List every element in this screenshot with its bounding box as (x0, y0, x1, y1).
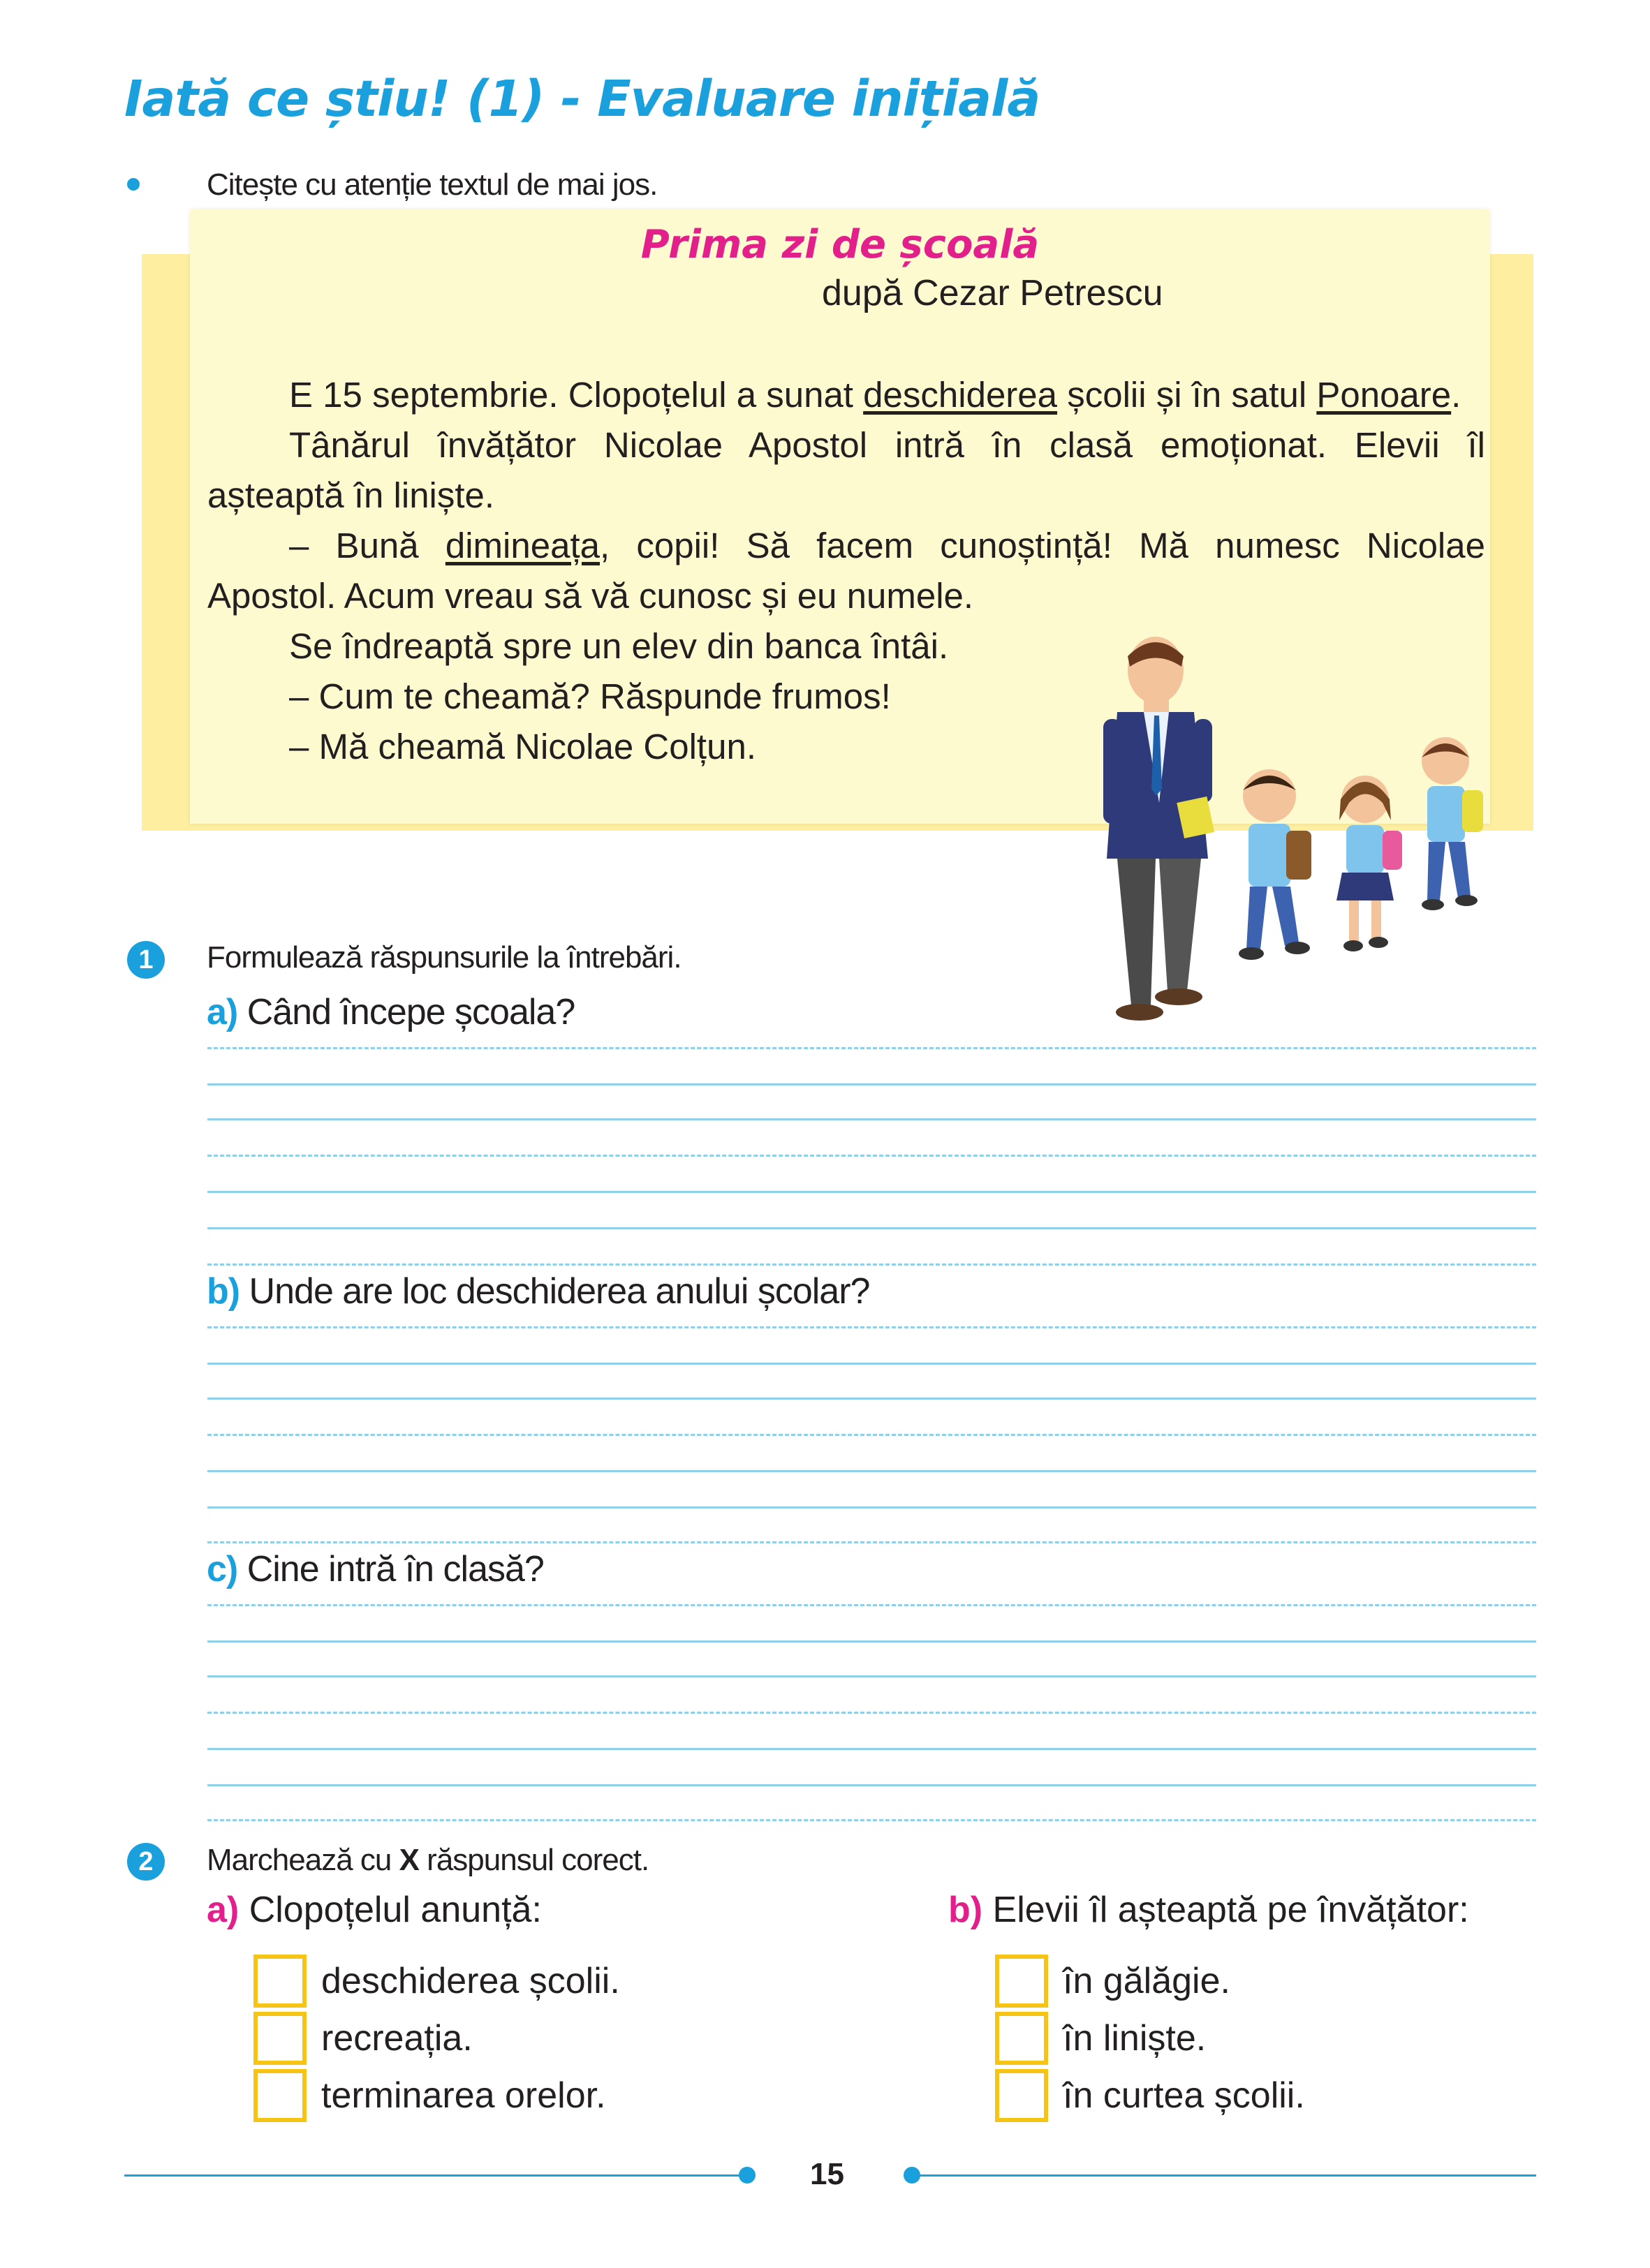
answer-line[interactable] (207, 1227, 1536, 1229)
underlined-word: Ponoare (1316, 375, 1452, 415)
answer-line[interactable] (207, 1604, 1536, 1606)
page-title: Iată ce știu! (1) - Evaluare inițială (124, 70, 1040, 128)
answer-checkbox[interactable] (253, 1955, 307, 2008)
option-label: recreația. (321, 2018, 473, 2059)
story-author: după Cezar Petrescu (822, 273, 1163, 313)
answer-line[interactable] (207, 1712, 1536, 1714)
answer-checkbox[interactable] (995, 2012, 1048, 2065)
pupil-boy-figure (1422, 737, 1483, 910)
story-paragraph-6: – Mă cheamă Nicolae Colțun. (289, 727, 757, 766)
pupil-girl-figure (1336, 776, 1402, 951)
footer-rule-left (124, 2174, 746, 2177)
story-paragraph-1: E 15 septembrie. Clopoțelul a sunat deschiderea școlii și în satul Ponoare. (289, 375, 1461, 415)
exercise-number-badge: 2 (127, 1843, 165, 1881)
option-label: terminarea orelor. (321, 2075, 606, 2116)
answer-line[interactable] (207, 1434, 1536, 1436)
answer-line[interactable] (207, 1263, 1536, 1266)
option-group-b-title: b) Elevii îl așteaptă pe învățător: (948, 1890, 1469, 1930)
page-number: 15 (810, 2157, 844, 2191)
story-paragraph-2-line-1: Tânărul învățător Nicolae Apostol intră în clasă emoționat. Elevii îl (289, 425, 1485, 465)
answer-line[interactable] (207, 1083, 1536, 1085)
answer-line[interactable] (207, 1118, 1536, 1120)
answer-line[interactable] (207, 1541, 1536, 1543)
answer-line[interactable] (207, 1819, 1536, 1821)
answer-line[interactable] (207, 1784, 1536, 1786)
answer-line[interactable] (207, 1191, 1536, 1193)
answer-checkbox[interactable] (995, 1955, 1048, 2008)
story-paragraph-3-line-2: Apostol. Acum vreau să vă cunosc și eu numele. (207, 576, 974, 616)
answer-line[interactable] (207, 1155, 1536, 1157)
option-group-a-title: a) Clopoțelul anunță: (207, 1890, 542, 1930)
answer-line[interactable] (207, 1640, 1536, 1643)
reading-instruction: Citește cu atenție textul de mai jos. (207, 168, 658, 202)
answer-line[interactable] (207, 1675, 1536, 1677)
answer-checkbox[interactable] (253, 2012, 307, 2065)
option-label: deschiderea școlii. (321, 1961, 620, 2001)
story-title: Prima zi de școală (640, 222, 1040, 267)
footer-rule-right (915, 2174, 1536, 2177)
option-label: în curtea școlii. (1063, 2075, 1305, 2116)
pupil-boy-figure (1239, 769, 1311, 960)
underlined-word: deschiderea (863, 375, 1058, 415)
story-paragraph-2-line-2: așteaptă în liniște. (207, 475, 495, 515)
option-label: în gălăgie. (1063, 1961, 1230, 2001)
teacher-figure (1103, 637, 1214, 1021)
story-paragraph-5: – Cum te cheamă? Răspunde frumos! (289, 676, 891, 716)
underlined-word: dimineața (445, 526, 600, 565)
answer-line[interactable] (207, 1506, 1536, 1509)
answer-line[interactable] (207, 1398, 1536, 1400)
answer-checkbox[interactable] (995, 2069, 1048, 2122)
question-a: a) Când începe școala? (207, 992, 575, 1032)
question-b: b) Unde are loc deschiderea anului școlar? (207, 1271, 870, 1312)
answer-line[interactable] (207, 1047, 1536, 1049)
story-paragraph-4: Se îndreaptă spre un elev din banca întâi. (289, 626, 949, 666)
answer-line[interactable] (207, 1748, 1536, 1750)
teacher-and-pupils-illustration (1089, 628, 1494, 1026)
exercise-number-badge: 1 (127, 941, 165, 979)
answer-line[interactable] (207, 1326, 1536, 1328)
exercise-2-instruction: Marchează cu X răspunsul corect. (207, 1843, 649, 1877)
bullet-icon (127, 178, 140, 191)
answer-line[interactable] (207, 1363, 1536, 1365)
question-c: c) Cine intră în clasă? (207, 1549, 544, 1589)
answer-checkbox[interactable] (253, 2069, 307, 2122)
option-label: în liniște. (1063, 2018, 1207, 2059)
answer-line[interactable] (207, 1470, 1536, 1472)
exercise-1-instruction: Formulează răspunsurile la întrebări. (207, 940, 682, 974)
story-paragraph-3-line-1: – Bună dimineața, copii! Să facem cunoștință! Mă numesc Nicolae (289, 526, 1485, 565)
footer-dot (739, 2167, 756, 2184)
